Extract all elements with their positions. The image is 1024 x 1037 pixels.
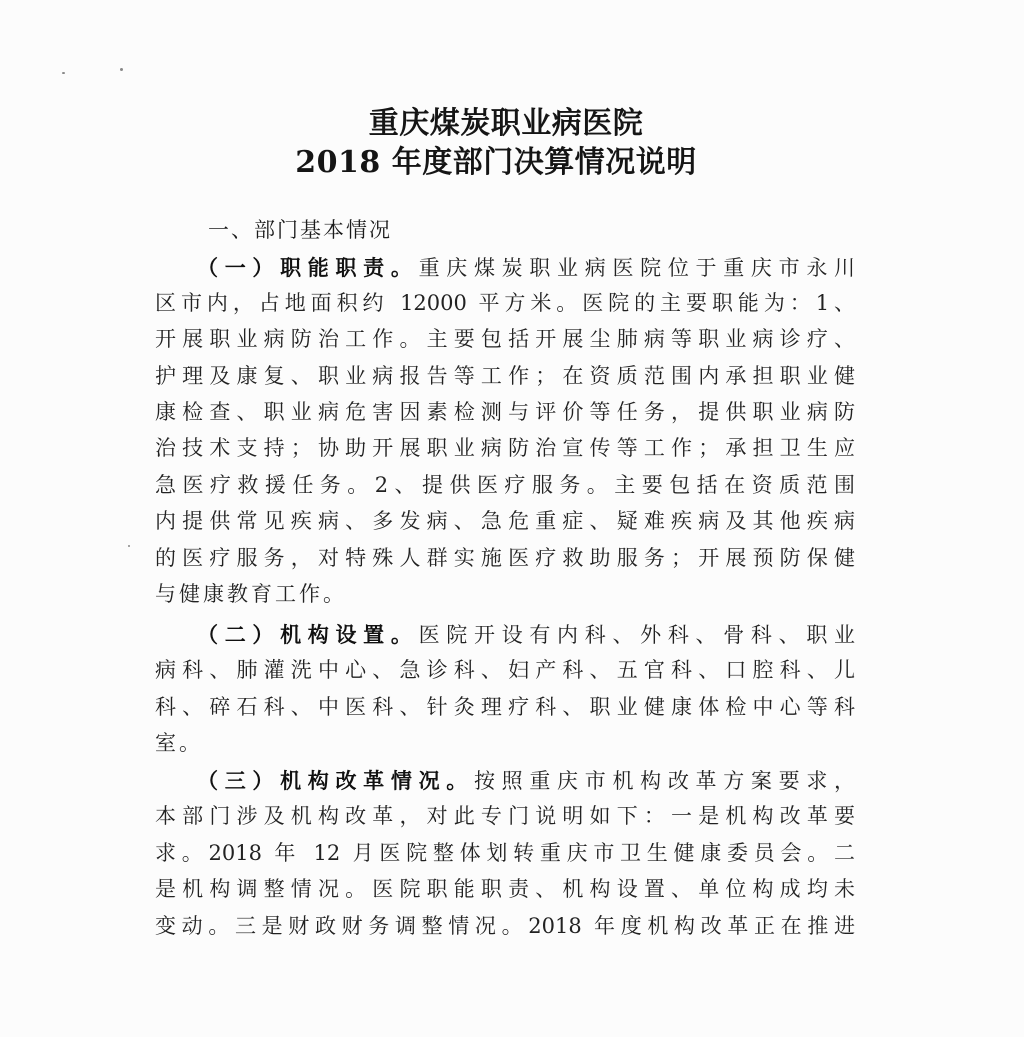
paragraph-line: 内提供常见疾病、多发病、急危重症、疑难疾病及其他疾病 [155,509,855,533]
paragraph-line: 区市内，占地面积约 12000 平方米。医院的主要职能为：1、 [155,291,855,315]
paragraph-heading-reform: （三）机构改革情况。 [197,768,474,793]
paragraph-heading-organization: （二）机构设置。 [197,622,419,647]
paragraph-text: 医院开设有内科、外科、骨科、职业 [418,623,856,647]
paragraph-line: 治技术支持；协助开展职业病防治宣传等工作；承担卫生应 [155,436,855,460]
paragraph-heading-functions: （一）职能职责。 [197,255,419,280]
scan-speck [120,68,123,71]
paragraph-text: 重庆煤炭职业病医院位于重庆市永川 [418,256,856,280]
paragraph-line: 室。 [155,731,203,755]
scan-speck [62,72,65,74]
section-heading-basic-info: 一、部门基本情况 [208,218,392,242]
paragraph-line [197,762,855,799]
scan-speck [128,545,130,547]
paragraph-line: 求。2018 年 12 月医院整体划转重庆市卫生健康委员会。二 [155,841,855,865]
paragraph-line: 变动。三是财政财务调整情况。2018 年度机构改革正在推进 [155,914,855,938]
document-title-line-1: 重庆煤炭职业病医院 [368,106,644,141]
paragraph-line: 的医疗服务，对特殊人群实施医疗救助服务；开展预防保健 [155,546,855,570]
paragraph-line: 病科、肺灌洗中心、急诊科、妇产科、五官科、口腔科、儿 [155,658,855,682]
paragraph-line: 本部门涉及机构改革，对此专门说明如下：一是机构改革要 [155,804,855,828]
paragraph-line [197,249,855,286]
paragraph-line: 开展职业病防治工作。主要包括开展尘肺病等职业病诊疗、 [155,327,855,351]
paragraph-line [197,616,855,653]
paragraph-line: 护理及康复、职业病报告等工作；在资质范围内承担职业健 [155,364,855,388]
paragraph-line: 康检查、职业病危害因素检测与评价等任务，提供职业病防 [155,400,855,424]
paragraph-text: 按照重庆市机构改革方案要求， [473,769,856,793]
paragraph-line: 是机构调整情况。医院职能职责、机构设置、单位构成均未 [155,877,855,901]
paragraph-line: 急医疗救援任务。2、提供医疗服务。主要包括在资质范围 [155,473,855,497]
paragraph-line: 科、碎石科、中医科、针灸理疗科、职业健康体检中心等科 [155,695,855,719]
paragraph-line: 与健康教育工作。 [155,582,347,606]
document-title-line-2: 2018 年度部门决算情况说明 [295,145,697,180]
